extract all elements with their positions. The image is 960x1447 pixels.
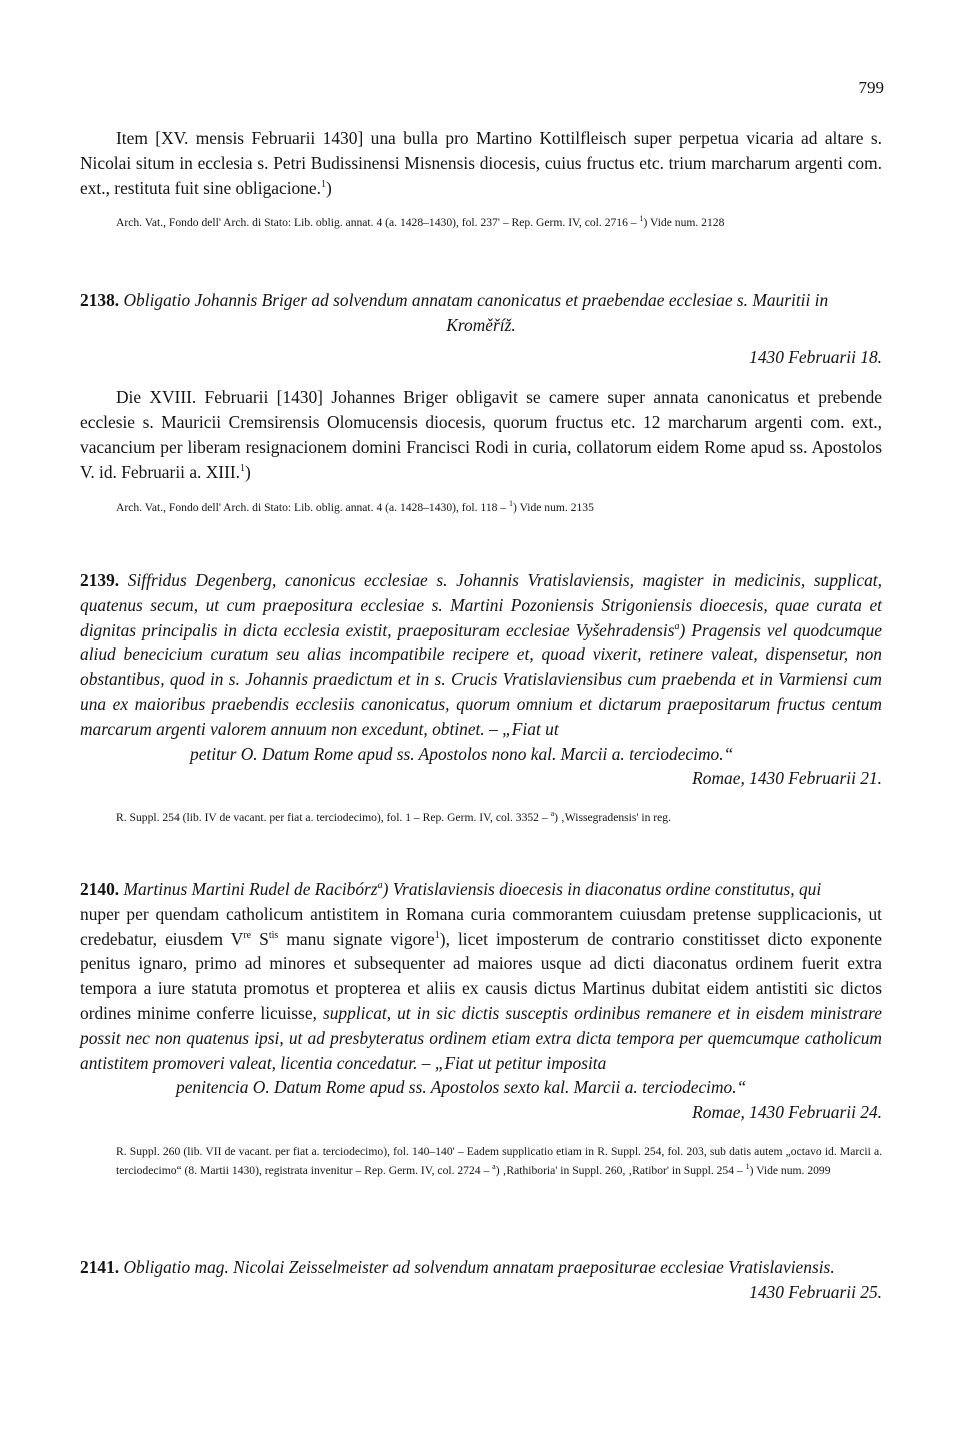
intro-text: Item [XV. mensis Februarii 1430] una bulla pro Martino Kottilfleisch super perpetua vicaria ad altare s. Nicolai situm in ecclesia s. Petri Budissinensi Misnensis diocesis, cuius fructus etc. trium marcharum argenti com. ext., restituta fuit sine obligacione.	[80, 128, 882, 198]
entry-number: 2139.	[80, 570, 120, 590]
page-number: 799	[858, 78, 884, 97]
entry-date: Romae, 1430 Februarii 21.	[692, 768, 882, 789]
entry-body-italic: supplicat, ut in sic dictis susceptis ordinibus remanere et in eisdem ministrare possit nec non quatenus ipsi, ut ad presbyteratus ordinem etiam extra dicta tempora per quemcumque catholicum antistitem promoveri valeat, licentia concedatur. – „Fiat ut petitur imposita	[80, 1002, 882, 1073]
intro-text-end: )	[326, 177, 332, 198]
entry-title: Obligatio Johannis Briger ad solvendum annatam canonicatus et praebendae ecclesiae s. Mauritii in	[123, 290, 829, 310]
entry-body-text: ), licet imposterum de contrario constitisset dicto exponente penitus ignaro, primo ad minores et subsequenter ad maiores usque ad dicti diaconatus ordinem fuerit extra tempora a iure statuta promotus et propterea et aliis ex causis dictus Martinus dubitat eidem antistiti sic dictos ordines minime conferre licuisse,	[80, 928, 882, 1023]
intro-entry	[80, 126, 882, 232]
entry-date: Romae, 1430 Februarii 24.	[692, 1102, 882, 1123]
footnote-text: Arch. Vat., Fondo dell' Arch. di Stato: Lib. oblig. annat. 4 (a. 1428–1430), fol. 118 –	[116, 500, 510, 514]
footnote-marker: 1	[434, 929, 440, 941]
footnote-text: Arch. Vat., Fondo dell' Arch. di Stato: Lib. oblig. annat. 4 (a. 1428–1430), fol. 237' – Rep. Germ. IV, col. 2716 –	[116, 216, 640, 230]
entry-footnote	[80, 808, 882, 827]
entry-body-text: nuper per quendam catholicum antistitem in Romana curia commorantem cuiusdam pretense supplicacionis, ut credebatur, eiusdem V	[80, 903, 882, 949]
footnote-text: R. Suppl. 260 (lib. VII de vacant. per fiat a. terciodecimo), fol. 140–140' – Eadem supplicatio etiam in R. Suppl. 254, fol. 203, sub datis autem „octavo id. Marcii a. terciodecimo“ (8. Martii 1430), registrata invenitur – Rep. Germ. IV, col. 2724 –	[116, 1144, 882, 1177]
entry-2140	[80, 877, 882, 1180]
entry-title: Martinus Martini Rudel de Racibórz	[123, 879, 378, 899]
footnote-text: R. Suppl. 254 (lib. IV de vacant. per fiat a. terciodecimo), fol. 1 – Rep. Germ. IV, col. 3352 –	[116, 811, 551, 825]
entry-body-text: S	[251, 928, 269, 949]
abbrev-superscript: re	[243, 929, 252, 941]
footnote-marker: a	[377, 880, 383, 892]
footnote-marker: a	[492, 1162, 496, 1172]
entry-title: Obligatio mag. Nicolai Zeisselmeister ad solvendum annatam praepositurae ecclesiae Vratislaviensis.	[123, 1257, 835, 1277]
entry-2141	[80, 1255, 882, 1305]
footnote-marker: 1	[321, 178, 326, 190]
entry-text: Siffridus Degenberg, canonicus ecclesiae s. Johannis Vratislaviensis, magister in medicinis, supplicat, quatenus secum, ut cum praepositura ecclesiae s. Martini Pozoniensis Strigoniensis dioecesis, quae curata et dignitas principalis in dicta ecclesia existit, praeposituram ecclesiae Vyšehradensis	[80, 570, 882, 640]
footnote-text-end: ) ‚Wissegradensis' in reg.	[554, 811, 672, 825]
footnote-text-end: ) Vide num. 2128	[643, 216, 725, 230]
intro-paragraph	[80, 126, 882, 200]
intro-footnote	[80, 213, 882, 232]
footnote-text-end: ) Vide num. 2135	[513, 500, 594, 514]
footnote-marker: a	[550, 809, 555, 819]
entry-number: 2141.	[80, 1257, 120, 1277]
entry-2138	[80, 288, 882, 517]
entry-heading	[80, 1255, 882, 1280]
entry-2139	[80, 568, 882, 827]
entry-body	[80, 902, 882, 1076]
entry-body-end: )	[245, 461, 251, 482]
entry-body-text: manu signate vigore	[278, 928, 435, 949]
entry-heading	[80, 288, 882, 313]
entry-footnote	[80, 1142, 882, 1180]
entry-number: 2138.	[80, 290, 120, 310]
footnote-text: ) ‚Rathiboria' in Suppl. 260, ‚Ratibor' in Suppl. 254 –	[495, 1163, 746, 1177]
footnote-text-end: ) Vide num. 2099	[749, 1163, 831, 1177]
entry-body	[80, 385, 882, 484]
entry-date: 1430 Februarii 25.	[749, 1281, 882, 1302]
entry-text-cont: ) Pragensis vel quodcumque aliud benecicium curatum seu alias incompatibile recipere et, quoad vixerit, retinere valeat, dispensetur, non obstantibus, quod in s. Johannis praedictum et in s. Crucis Vratislaviensibus cum praebenda et in Varmiensi cum una ex maioribus praebendis ecclesiis canonicatus, quorum omnium et dictarum praepositarum fructus centum marcarum argenti valorem annuum non excedunt, obtinet. – „Fiat ut	[80, 619, 882, 739]
entry-body-text: Die XVIII. Februarii [1430] Johannes Briger obligavit se camere super annata canonicatus et prebende ecclesie s. Mauricii Cremsirensis Olomucensis diocesis, quorum fructus etc. 12 marcharum argenti com. ext., vacancium per liberam resignacionem domini Francisci Rodi in curia, collatorum eidem Rome apud ss. Apostolos V. id. Februarii a. XIII.	[80, 387, 882, 482]
entry-text-last: penitencia O. Datum Rome apud ss. Apostolos sexto kal. Marcii a. terciodecimo.“	[176, 1077, 747, 1098]
footnote-marker: 1	[745, 1162, 750, 1172]
entry-date: 1430 Februarii 18.	[749, 346, 882, 367]
footnote-marker: 1	[240, 462, 246, 474]
entry-text-last: petitur O. Datum Rome apud ss. Apostolos nono kal. Marcii a. terciodecimo.“	[190, 743, 734, 764]
entry-footnote	[80, 498, 882, 517]
footnote-marker: a	[674, 620, 680, 632]
entry-title-cont: ) Vratislaviensis dioecesis in diaconatus ordine constitutus, qui	[382, 879, 822, 899]
footnote-marker: 1	[509, 498, 514, 508]
entry-title-cont: Kroměříž.	[446, 314, 516, 335]
entry-number: 2140.	[80, 879, 120, 899]
entry-heading	[80, 877, 882, 902]
abbrev-superscript: tis	[268, 929, 279, 941]
footnote-marker: 1	[639, 214, 644, 224]
entry-body	[80, 568, 882, 742]
